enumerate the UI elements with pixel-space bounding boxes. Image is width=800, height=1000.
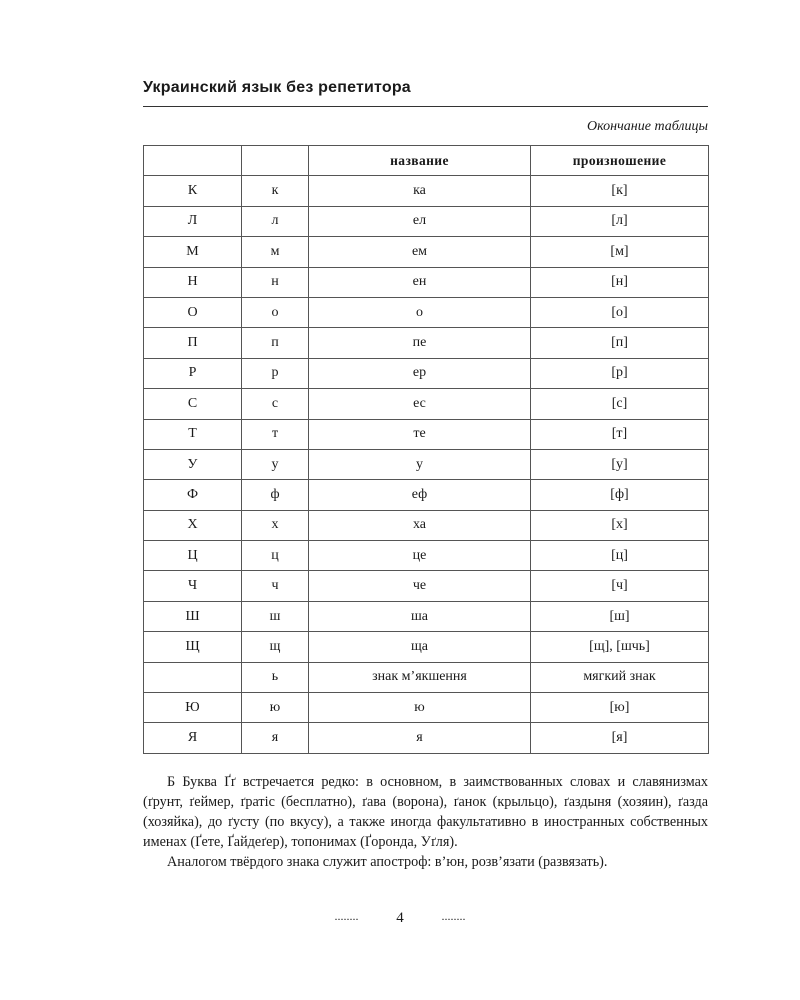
table-row <box>144 662 709 692</box>
lowercase-letter: т <box>242 419 309 449</box>
uppercase-letter: Ф <box>144 480 242 510</box>
uppercase-letter: Щ <box>144 632 242 662</box>
column-header <box>242 146 309 176</box>
letter-pronunciation: [ю] <box>531 693 709 723</box>
lowercase-letter: ю <box>242 693 309 723</box>
table-continuation-note: Окончание таблицы <box>587 119 708 134</box>
uppercase-letter: Р <box>144 358 242 388</box>
lowercase-letter: м <box>242 237 309 267</box>
letter-pronunciation: [х] <box>531 510 709 540</box>
letter-pronunciation: [ф] <box>531 480 709 510</box>
letter-pronunciation: [к] <box>531 176 709 206</box>
uppercase-letter: Х <box>144 510 242 540</box>
table-row <box>144 693 709 723</box>
letter-name: у <box>309 449 531 479</box>
table-row <box>144 267 709 297</box>
letter-pronunciation: [я] <box>531 723 709 753</box>
column-header-pronunciation: произношение <box>531 146 709 176</box>
letter-pronunciation: [у] <box>531 449 709 479</box>
letter-pronunciation: мягкий знак <box>531 662 709 692</box>
uppercase-letter: У <box>144 449 242 479</box>
letter-pronunciation: [м] <box>531 237 709 267</box>
lowercase-letter: ь <box>242 662 309 692</box>
footer-dots-left: ........ <box>334 909 359 923</box>
letter-name: ер <box>309 358 531 388</box>
table-row <box>144 328 709 358</box>
body-text <box>143 772 708 872</box>
table-row <box>144 449 709 479</box>
lowercase-letter: н <box>242 267 309 297</box>
uppercase-letter: К <box>144 176 242 206</box>
letter-name: знак м’якшення <box>309 662 531 692</box>
letter-pronunciation: [п] <box>531 328 709 358</box>
lowercase-letter: ф <box>242 480 309 510</box>
lowercase-letter: х <box>242 510 309 540</box>
letter-pronunciation: [л] <box>531 206 709 236</box>
uppercase-letter: Я <box>144 723 242 753</box>
letter-pronunciation: [ц] <box>531 541 709 571</box>
lowercase-letter: ч <box>242 571 309 601</box>
lowercase-letter: к <box>242 176 309 206</box>
lowercase-letter: л <box>242 206 309 236</box>
uppercase-letter <box>144 662 242 692</box>
letter-pronunciation: [р] <box>531 358 709 388</box>
letter-pronunciation: [щ], [шчь] <box>531 632 709 662</box>
letter-name: це <box>309 541 531 571</box>
letter-name: пе <box>309 328 531 358</box>
table-row <box>144 480 709 510</box>
lowercase-letter: р <box>242 358 309 388</box>
uppercase-letter: Т <box>144 419 242 449</box>
letter-name: ха <box>309 510 531 540</box>
page-header-title: Украинский язык без репетитора <box>143 79 411 96</box>
table-row <box>144 419 709 449</box>
letter-pronunciation: [с] <box>531 389 709 419</box>
lowercase-letter: ц <box>242 541 309 571</box>
letter-name: ша <box>309 601 531 631</box>
footer-dots-right: ........ <box>441 909 466 923</box>
table-row <box>144 206 709 236</box>
uppercase-letter: Л <box>144 206 242 236</box>
column-header <box>144 146 242 176</box>
lowercase-letter: я <box>242 723 309 753</box>
table-row <box>144 297 709 327</box>
lowercase-letter: ш <box>242 601 309 631</box>
table-row <box>144 358 709 388</box>
alphabet-table <box>143 145 709 754</box>
letter-name: о <box>309 297 531 327</box>
table-row <box>144 541 709 571</box>
uppercase-letter: О <box>144 297 242 327</box>
table-row <box>144 723 709 753</box>
letter-name: ен <box>309 267 531 297</box>
lowercase-letter: щ <box>242 632 309 662</box>
letter-name: ел <box>309 206 531 236</box>
table-row <box>144 601 709 631</box>
paragraph: Б Буква Ґґ встречается редко: в основном, в заимствованных словах и славянизмах (ґрунт, ґеймер, ґратіс (бесплатно), ґава (ворона), ґанок (крыльцо), ґаздыня (хозяин), ґазда (хозяйка), до ґусту (по вкусу), а также иногда факультативно в иностранных собственных именах (Ґете, Ґайдеґер), топонимах (Ґоронда, Уґля). <box>143 774 708 850</box>
lowercase-letter: у <box>242 449 309 479</box>
letter-name: че <box>309 571 531 601</box>
letter-name: те <box>309 419 531 449</box>
paragraph: Аналогом твёрдого знака служит апостроф: в’юн, розв’язати (развязать). <box>167 854 608 870</box>
uppercase-letter: Ц <box>144 541 242 571</box>
letter-name: ю <box>309 693 531 723</box>
uppercase-letter: Ч <box>144 571 242 601</box>
letter-pronunciation: [о] <box>531 297 709 327</box>
uppercase-letter: П <box>144 328 242 358</box>
table-row <box>144 632 709 662</box>
letter-name: я <box>309 723 531 753</box>
letter-name: ес <box>309 389 531 419</box>
letter-pronunciation: [т] <box>531 419 709 449</box>
letter-name: ем <box>309 237 531 267</box>
letter-pronunciation: [ш] <box>531 601 709 631</box>
page-number: 4 <box>396 910 404 926</box>
letter-name: ща <box>309 632 531 662</box>
table-row <box>144 389 709 419</box>
page-footer <box>0 909 800 927</box>
lowercase-letter: о <box>242 297 309 327</box>
table-row <box>144 571 709 601</box>
lowercase-letter: п <box>242 328 309 358</box>
letter-pronunciation: [н] <box>531 267 709 297</box>
column-header-name: название <box>309 146 531 176</box>
letter-name: еф <box>309 480 531 510</box>
uppercase-letter: М <box>144 237 242 267</box>
table-header-row <box>144 146 709 176</box>
table-row <box>144 176 709 206</box>
letter-pronunciation: [ч] <box>531 571 709 601</box>
uppercase-letter: С <box>144 389 242 419</box>
uppercase-letter: Ш <box>144 601 242 631</box>
uppercase-letter: Н <box>144 267 242 297</box>
table-body <box>144 176 709 753</box>
uppercase-letter: Ю <box>144 693 242 723</box>
table-row <box>144 237 709 267</box>
table-row <box>144 510 709 540</box>
header-rule <box>143 106 708 107</box>
letter-name: ка <box>309 176 531 206</box>
lowercase-letter: с <box>242 389 309 419</box>
